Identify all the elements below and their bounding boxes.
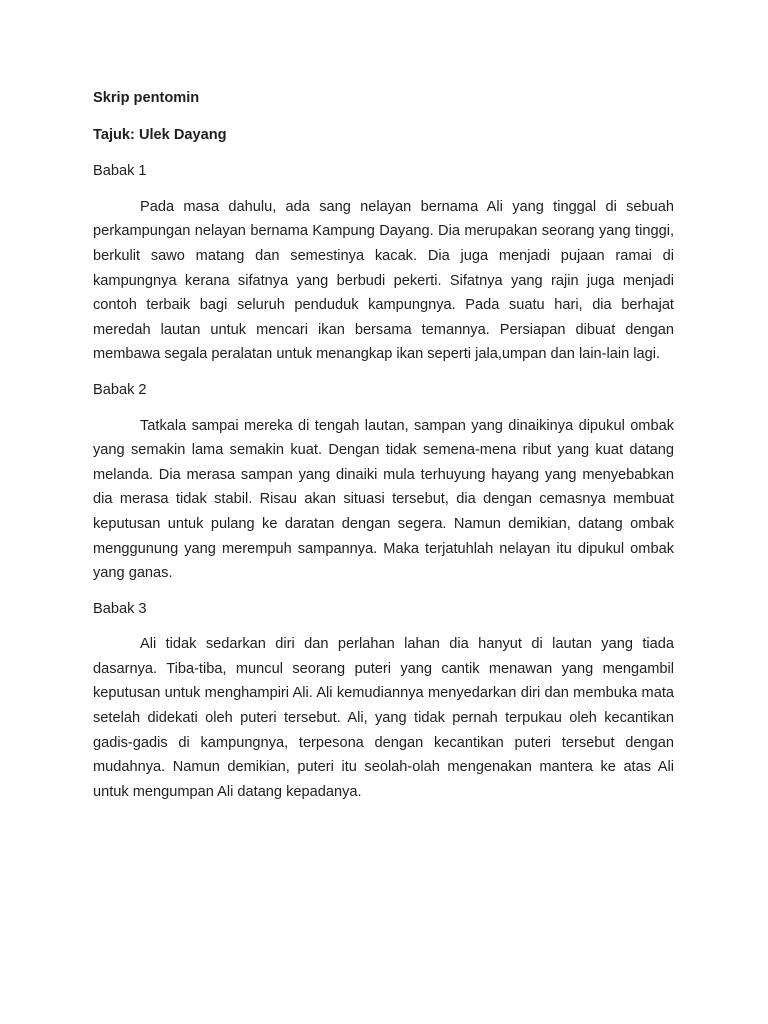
section-paragraph-babak-2: Tatkala sampai mereka di tengah lautan, sampan yang dinaikinya dipukul ombak yang semakin lama semakin kuat. Dengan tidak semena-mena ribut yang kuat datang melanda. Dia merasa sampan yang dinaiki mula terhuyung hayang yang menyebabkan dia merasa tidak stabil. Risau akan situasi tersebut, dia dengan cemasnya membuat keputusan untuk pulang ke daratan dengan segera. Namun demikian, datang ombak menggunung yang merempuh sampannya. Maka terjatuhlah nelayan itu dipukul ombak yang ganas.: [93, 417, 674, 582]
document-subtitle: Tajuk: Ulek Dayang: [93, 126, 227, 143]
document-title: Skrip pentomin: [93, 90, 200, 106]
section-paragraph-babak-3: Ali tidak sedarkan diri dan perlahan lahan dia hanyut di lautan yang tiada dasarnya. Tiba-tiba, muncul seorang puteri yang cantik menawan yang mengambil keputusan untuk menghampiri Ali. Ali kemudiannya menyedarkan diri dan membuka mata setelah didekati oleh puteri tersebut. Ali, yang tidak pernah terpukau oleh kecantikan gadis-gadis di kampungnya, terpesona dengan kecantikan puteri tersebut dengan mudahnya. Namun demikian, puteri itu seolah-olah mengenakan mantera ke atas Ali untuk mengumpan Ali datang kepadanya.: [93, 636, 674, 800]
section-heading-babak-2: Babak 2: [93, 381, 147, 398]
section-paragraph-babak-1: Pada masa dahulu, ada sang nelayan bernama Ali yang tinggal di sebuah perkampungan nelayan bernama Kampung Dayang. Dia merupakan seorang yang tinggi, berkulit sawo matang dan semestinya kacak. Dia juga menjadi pujaan ramai di kampungnya kerana sifatnya yang berbudi pekerti. Sifatnya yang rajin juga menjadi contoh terbaik bagi seluruh penduduk kampungnya. Pada suatu hari, dia berhajat meredah lautan untuk mencari ikan bersama temannya. Persiapan dibuat dengan membawa segala peralatan untuk menangkap ikan seperti jala,umpan dan lain-lain lagi.: [93, 198, 674, 363]
document-page: [93, 86, 674, 815]
section-heading-babak-1: Babak 1: [93, 163, 147, 180]
section-heading-babak-3: Babak 3: [93, 600, 147, 617]
